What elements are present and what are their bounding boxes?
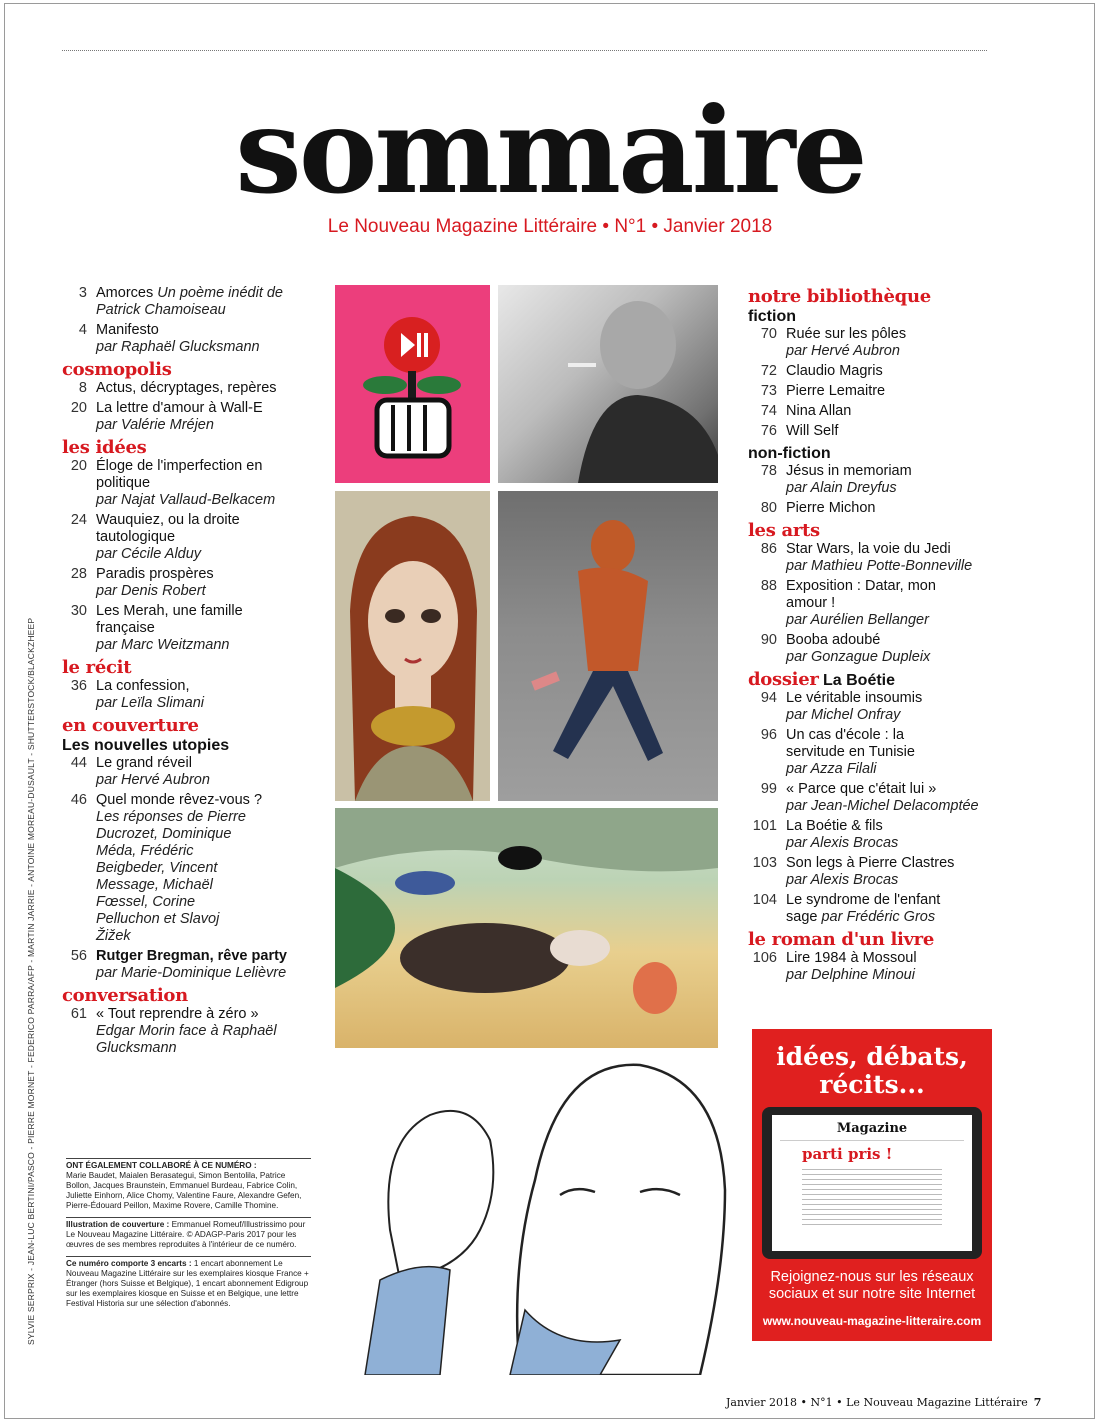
collaborators: ONT ÉGALEMENT COLLABORÉ À CE NUMÉRO : Marie Baudet, Maialen Berasategui, Simon Bentolila, Patrice Bollon, Jacques Braunstein, Emmanuel Burdeau, Fabrice Colin, Juliette Einhorn, Alice Chomy, Valentine Faure, Alexandre Gefen, Pierre-Édouard Peillon, Maxime Rovere, Camille Thomine. — [66, 1158, 311, 1211]
toc-entry[interactable]: 28 Paradis prospères par Denis Robert — [70, 566, 214, 599]
cover-subtitle: Les nouvelles utopies — [62, 737, 230, 754]
subsection-non-fiction: non-fiction — [748, 445, 831, 462]
ad-tagline: Rejoignez-nous sur les réseaux sociaux et sur notre site Internet — [768, 1269, 976, 1302]
right-toc-column — [748, 283, 998, 987]
toc-entry[interactable]: 70 Ruée sur les pôles par Hervé Aubron — [760, 326, 907, 359]
tablet-screen — [772, 1115, 972, 1251]
toc-entry[interactable]: 61 « Tout reprendre à zéro » Edgar Morin face à Raphaël Glucksmann — [70, 1006, 277, 1056]
toc-entry[interactable]: 103 Son legs à Pierre Clastres par Alexis Brocas — [752, 855, 955, 888]
toc-entry[interactable]: 30 Les Merah, une famille française par Marc Weitzmann — [70, 603, 243, 653]
toc-entry[interactable]: 44 Le grand réveil par Hervé Aubron — [70, 755, 210, 788]
page-footer: Janvier 2018 • N°1 • Le Nouveau Magazine Littéraire 7 — [726, 1396, 1042, 1409]
toc-entry[interactable]: 72 Claudio Magris — [760, 363, 883, 379]
toc-entry[interactable]: 78 Jésus in memoriam par Alain Dreyfus — [760, 463, 912, 496]
toc-entry[interactable]: 101 La Boétie & fils par Alexis Brocas — [752, 818, 899, 851]
page-number: 7 — [1033, 1396, 1042, 1409]
cover-credit: Illustration de couverture : Emmanuel Romeuf/Illustrissimo pour Le Nouveau Magazine Littéraire. © ADAGP-Paris 2017 pour les œuvres de ses membres reproduites à l'intérieur de ce numéro. — [66, 1217, 311, 1250]
tablet-text-lines — [802, 1169, 942, 1229]
inserts-note: Ce numéro comporte 3 encarts : 1 encart abonnement Le Nouveau Magazine Littéraire sur les exemplaires kiosque France + Étranger (hors Suisse et Belgique), 1 encart abonnement Edigroup sur les exemplaires kiosque en Suisse et en Belgique, une lettre Festival Historia sur une sélection d'abonnés. — [66, 1256, 311, 1309]
girl-portrait-illustration — [335, 491, 490, 801]
toc-entry[interactable]: 3 Amorces Un poème inédit de Patrick Chamoiseau — [78, 285, 283, 318]
toc-entry[interactable]: 88 Exposition : Datar, mon amour ! par Aurélien Bellanger — [760, 578, 936, 628]
toc-entry[interactable]: 96 Un cas d'école : la servitude en Tunisie par Azza Filali — [760, 727, 915, 777]
toc-entry[interactable]: 20 La lettre d'amour à Wall-E par Valérie Mréjen — [70, 400, 263, 433]
top-rule — [62, 50, 987, 51]
section-en-couverture: en couverture — [62, 715, 199, 736]
credits-block — [66, 1158, 311, 1315]
section-les-idees: les idées — [62, 437, 147, 458]
page-title: sommaire — [235, 81, 865, 220]
toc-entry[interactable]: 4 Manifesto par Raphaël Glucksmann — [78, 322, 260, 355]
toc-entry[interactable]: 74 Nina Allan — [760, 403, 852, 419]
subscription-ad[interactable] — [752, 1029, 992, 1341]
toc-entry[interactable]: 36 La confession, par Leïla Slimani — [70, 678, 204, 711]
section-le-recit: le récit — [62, 657, 132, 678]
protester-photo — [498, 491, 718, 801]
animals-painting-illustration — [335, 808, 718, 1048]
subsection-fiction: fiction — [748, 308, 796, 325]
toc-entry[interactable]: 90 Booba adoubé par Gonzague Dupleix — [760, 632, 931, 665]
toc-entry[interactable]: 20 Éloge de l'imperfection en politique par Najat Vallaud-Belkacem — [70, 458, 276, 508]
toc-entry[interactable]: 99 « Parce que c'était lui » par Jean-Michel Delacomptée — [760, 781, 979, 814]
dossier-label: dossier — [748, 669, 819, 690]
toc-entry[interactable]: 73 Pierre Lemaitre — [760, 383, 886, 399]
left-toc-column — [62, 285, 297, 1060]
ad-headline: idées, débats, récits... — [776, 1042, 968, 1099]
conversation-portraits-drawing — [360, 1020, 740, 1375]
tablet-mockup — [762, 1107, 982, 1259]
section-notre-bibliotheque: notre bibliothèque — [748, 286, 931, 307]
dossier-subject: La Boétie — [823, 672, 896, 689]
photo-credits: SYLVIE SERPRIX - JEAN-LUC BERTINI/PASCO - PIERRE MORNET - FEDERICO PARRA/AFP - MARTIN JARRIE - ANTOINE MOREAU-DUSAULT - SHUTTERSTOCK/BLACKZHEEP — [26, 617, 36, 1345]
toc-entry[interactable]: 106 Lire 1984 à Mossoul par Delphine Minoui — [752, 950, 917, 983]
toc-entry[interactable]: 94 Le véritable insoumis par Michel Onfray — [760, 690, 923, 723]
pink-poster-illustration — [335, 285, 490, 483]
toc-entry[interactable]: 104 Le syndrome de l'enfant sage par Frédéric Gros — [752, 892, 941, 925]
toc-entry[interactable]: 56 Rutger Bregman, rêve party par Marie-Dominique Lelièvre — [70, 948, 287, 981]
toc-entry[interactable]: 76 Will Self — [760, 423, 839, 439]
toc-entry[interactable]: 46 Quel monde rêvez-vous ? Les réponses de Pierre Ducrozet, Dominique Méda, Frédéric Beigbeder, Vincent Message, Michaël Fœssel, Corine Pelluchon et Slavoj Žižek — [70, 792, 263, 944]
toc-entry[interactable]: 8 Actus, décryptages, repères — [78, 380, 277, 396]
intro-entries — [62, 285, 297, 356]
issue-subtitle: Le Nouveau Magazine Littéraire • N°1 • Janvier 2018 — [327, 216, 773, 237]
section-dossier — [748, 669, 998, 690]
tablet-headline: parti pris ! — [802, 1145, 893, 1163]
ad-url-link[interactable]: www.nouveau-magazine-litteraire.com — [762, 1314, 982, 1328]
toc-entry[interactable]: 86 Star Wars, la voie du Jedi par Mathieu Potte-Bonneville — [760, 541, 973, 574]
tablet-logo: Magazine — [836, 1121, 908, 1136]
section-cosmopolis: cosmopolis — [62, 359, 172, 380]
toc-entry[interactable]: 24 Wauquiez, ou la droite tautologique par Cécile Alduy — [70, 512, 240, 562]
smoking-man-photo — [498, 285, 718, 483]
section-les-arts: les arts — [748, 520, 820, 541]
toc-entry[interactable]: 80 Pierre Michon — [760, 500, 876, 516]
section-conversation: conversation — [62, 985, 188, 1006]
section-le-roman-dun-livre: le roman d'un livre — [748, 929, 935, 950]
